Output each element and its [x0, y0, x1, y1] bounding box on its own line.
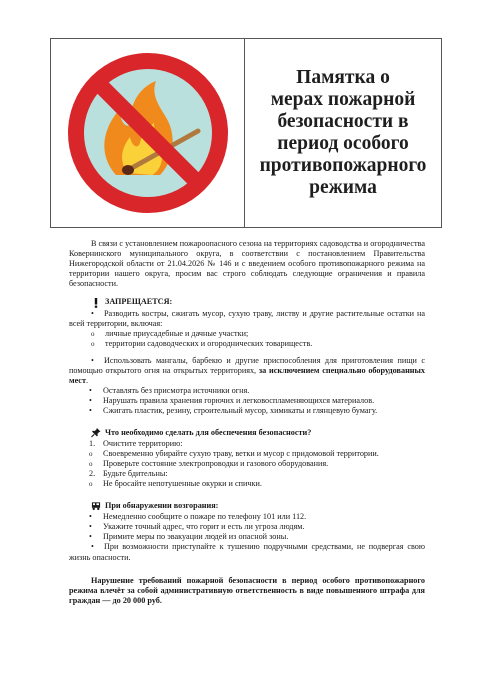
sub-list-item: [69, 479, 425, 489]
fire-engine-icon: [91, 501, 101, 511]
title-line: мерах пожарной: [270, 89, 416, 110]
bullet: •: [89, 386, 92, 396]
circle-bullet: o: [91, 329, 95, 338]
list-item: [69, 386, 425, 396]
intro-paragraph: В связи с установлением пожароопасного сезона на территориях садоводства и огородничества Ковернинского муниципального округа, в соответствии с постановлением Правительства Нижегородской области от 21.04.2026 № 146 и с введением особого противопожарного режима на территории нашего округа, просим вас строго соблюдать следующие ограничения и правила безопасности.: [69, 239, 425, 289]
prohibited-heading: [91, 297, 425, 307]
list-item-emphasis: за исключением специально оборудованных мест: [69, 366, 425, 386]
numbered-item-text: Очистите территорию:: [103, 438, 183, 448]
sub-list-item-text: Своевременно убирайте сухую траву, ветки и мусор с придомовой территории.: [103, 448, 379, 458]
circle-bullet: o: [89, 479, 93, 488]
list-item-text: Сжигать пластик, резину, строительный мусор, химикаты и глянцевую бумагу.: [103, 406, 378, 416]
title-line: Памятка о: [296, 67, 390, 88]
bullet: •: [91, 542, 94, 552]
bullet: •: [89, 512, 92, 522]
bullet: •: [89, 396, 92, 406]
sub-list-item-text: Не бросайте непотушенные окурки и спички.: [103, 478, 262, 488]
memo-title: [260, 67, 427, 199]
list-item: [69, 522, 425, 532]
pushpin-icon: [91, 428, 101, 438]
bullet: •: [89, 532, 92, 542]
sub-list-item: [69, 339, 425, 349]
list-item: [69, 309, 425, 329]
list-item-end: .: [85, 376, 89, 386]
safety-section: [69, 428, 425, 490]
fine-warning: Нарушение требований пожарной безопасности в период особого противопожарного режима влечёт за собой административную ответственность в виде повышенного штрафа для граждан — до 20 000 руб.: [69, 575, 425, 605]
safety-heading: [91, 428, 425, 438]
no-fire-sign: [51, 39, 245, 227]
numbered-item: [69, 469, 425, 479]
list-item-text: Примите меры по эвакуации людей из опасной зоны.: [103, 532, 289, 542]
memo-body: [69, 239, 425, 614]
list-item: [69, 542, 425, 562]
fire-section: [69, 501, 425, 563]
list-item-text: Использовать мангалы, барбекю и другие приспособления для приготовления пищи с помощью открытого огня на открытых территориях,: [69, 355, 425, 376]
circle-bullet: o: [89, 459, 93, 468]
sub-list-item: [69, 329, 425, 339]
sub-list-item: [69, 449, 425, 459]
title-cell: [245, 39, 441, 227]
list-item-text: Нарушать правила хранения горючих и легковоспламеняющихся материалов.: [103, 396, 375, 406]
bullet: •: [91, 308, 94, 318]
prohibited-section: [69, 297, 425, 416]
title-line: режима: [309, 177, 377, 198]
circle-bullet: o: [91, 339, 95, 348]
list-item-text: Разводить костры, сжигать мусор, сухую траву, листву и другие растительные остатки на всей территории, включая:: [69, 308, 425, 328]
list-item-text: Немедленно сообщите о пожаре по телефону 101 или 112.: [103, 512, 307, 522]
title-line: противопожарного: [259, 155, 427, 176]
title-line: период особого: [277, 133, 409, 154]
bullet: •: [91, 355, 94, 365]
sub-list-item-text: территории садоводческих и огороднических товариществ.: [105, 338, 313, 348]
sub-list-item: [69, 459, 425, 469]
list-item: [69, 396, 425, 406]
sub-list-item-text: личные приусадебные и дачные участки;: [105, 328, 249, 338]
fire-heading-text: При обнаружении возгорания:: [105, 501, 219, 511]
list-item-text: Укажите точный адрес, что горит и есть ли угроза людям.: [103, 522, 305, 532]
list-item-text: При возможности приступайте к тушению подручными средствами, не подвергая свою жизнь опасности.: [69, 542, 425, 562]
circle-bullet: o: [89, 449, 93, 458]
title-line: безопасности в: [277, 111, 409, 132]
memo-header: [50, 38, 442, 228]
exclamation-icon: [91, 298, 101, 308]
list-item: [69, 406, 425, 416]
list-item: [69, 356, 425, 386]
item-number: 1.: [89, 438, 96, 448]
safety-heading-text: Что необходимо сделать для обеспечения безопасности?: [105, 427, 312, 437]
no-fire-icon: [58, 43, 238, 223]
prohibited-heading-text: ЗАПРЕЩАЕТСЯ:: [105, 297, 173, 307]
fire-heading: [91, 501, 425, 511]
list-item: [69, 512, 425, 522]
sub-list-item-text: Проверьте состояние электропроводки и газового оборудования.: [103, 458, 329, 468]
bullet: •: [89, 522, 92, 532]
bullet: •: [89, 406, 92, 416]
list-item-text: Оставлять без присмотра источники огня.: [103, 386, 250, 396]
numbered-item-text: Будьте бдительны:: [103, 468, 168, 478]
list-item: [69, 532, 425, 542]
numbered-item: [69, 439, 425, 449]
item-number: 2.: [89, 468, 96, 478]
